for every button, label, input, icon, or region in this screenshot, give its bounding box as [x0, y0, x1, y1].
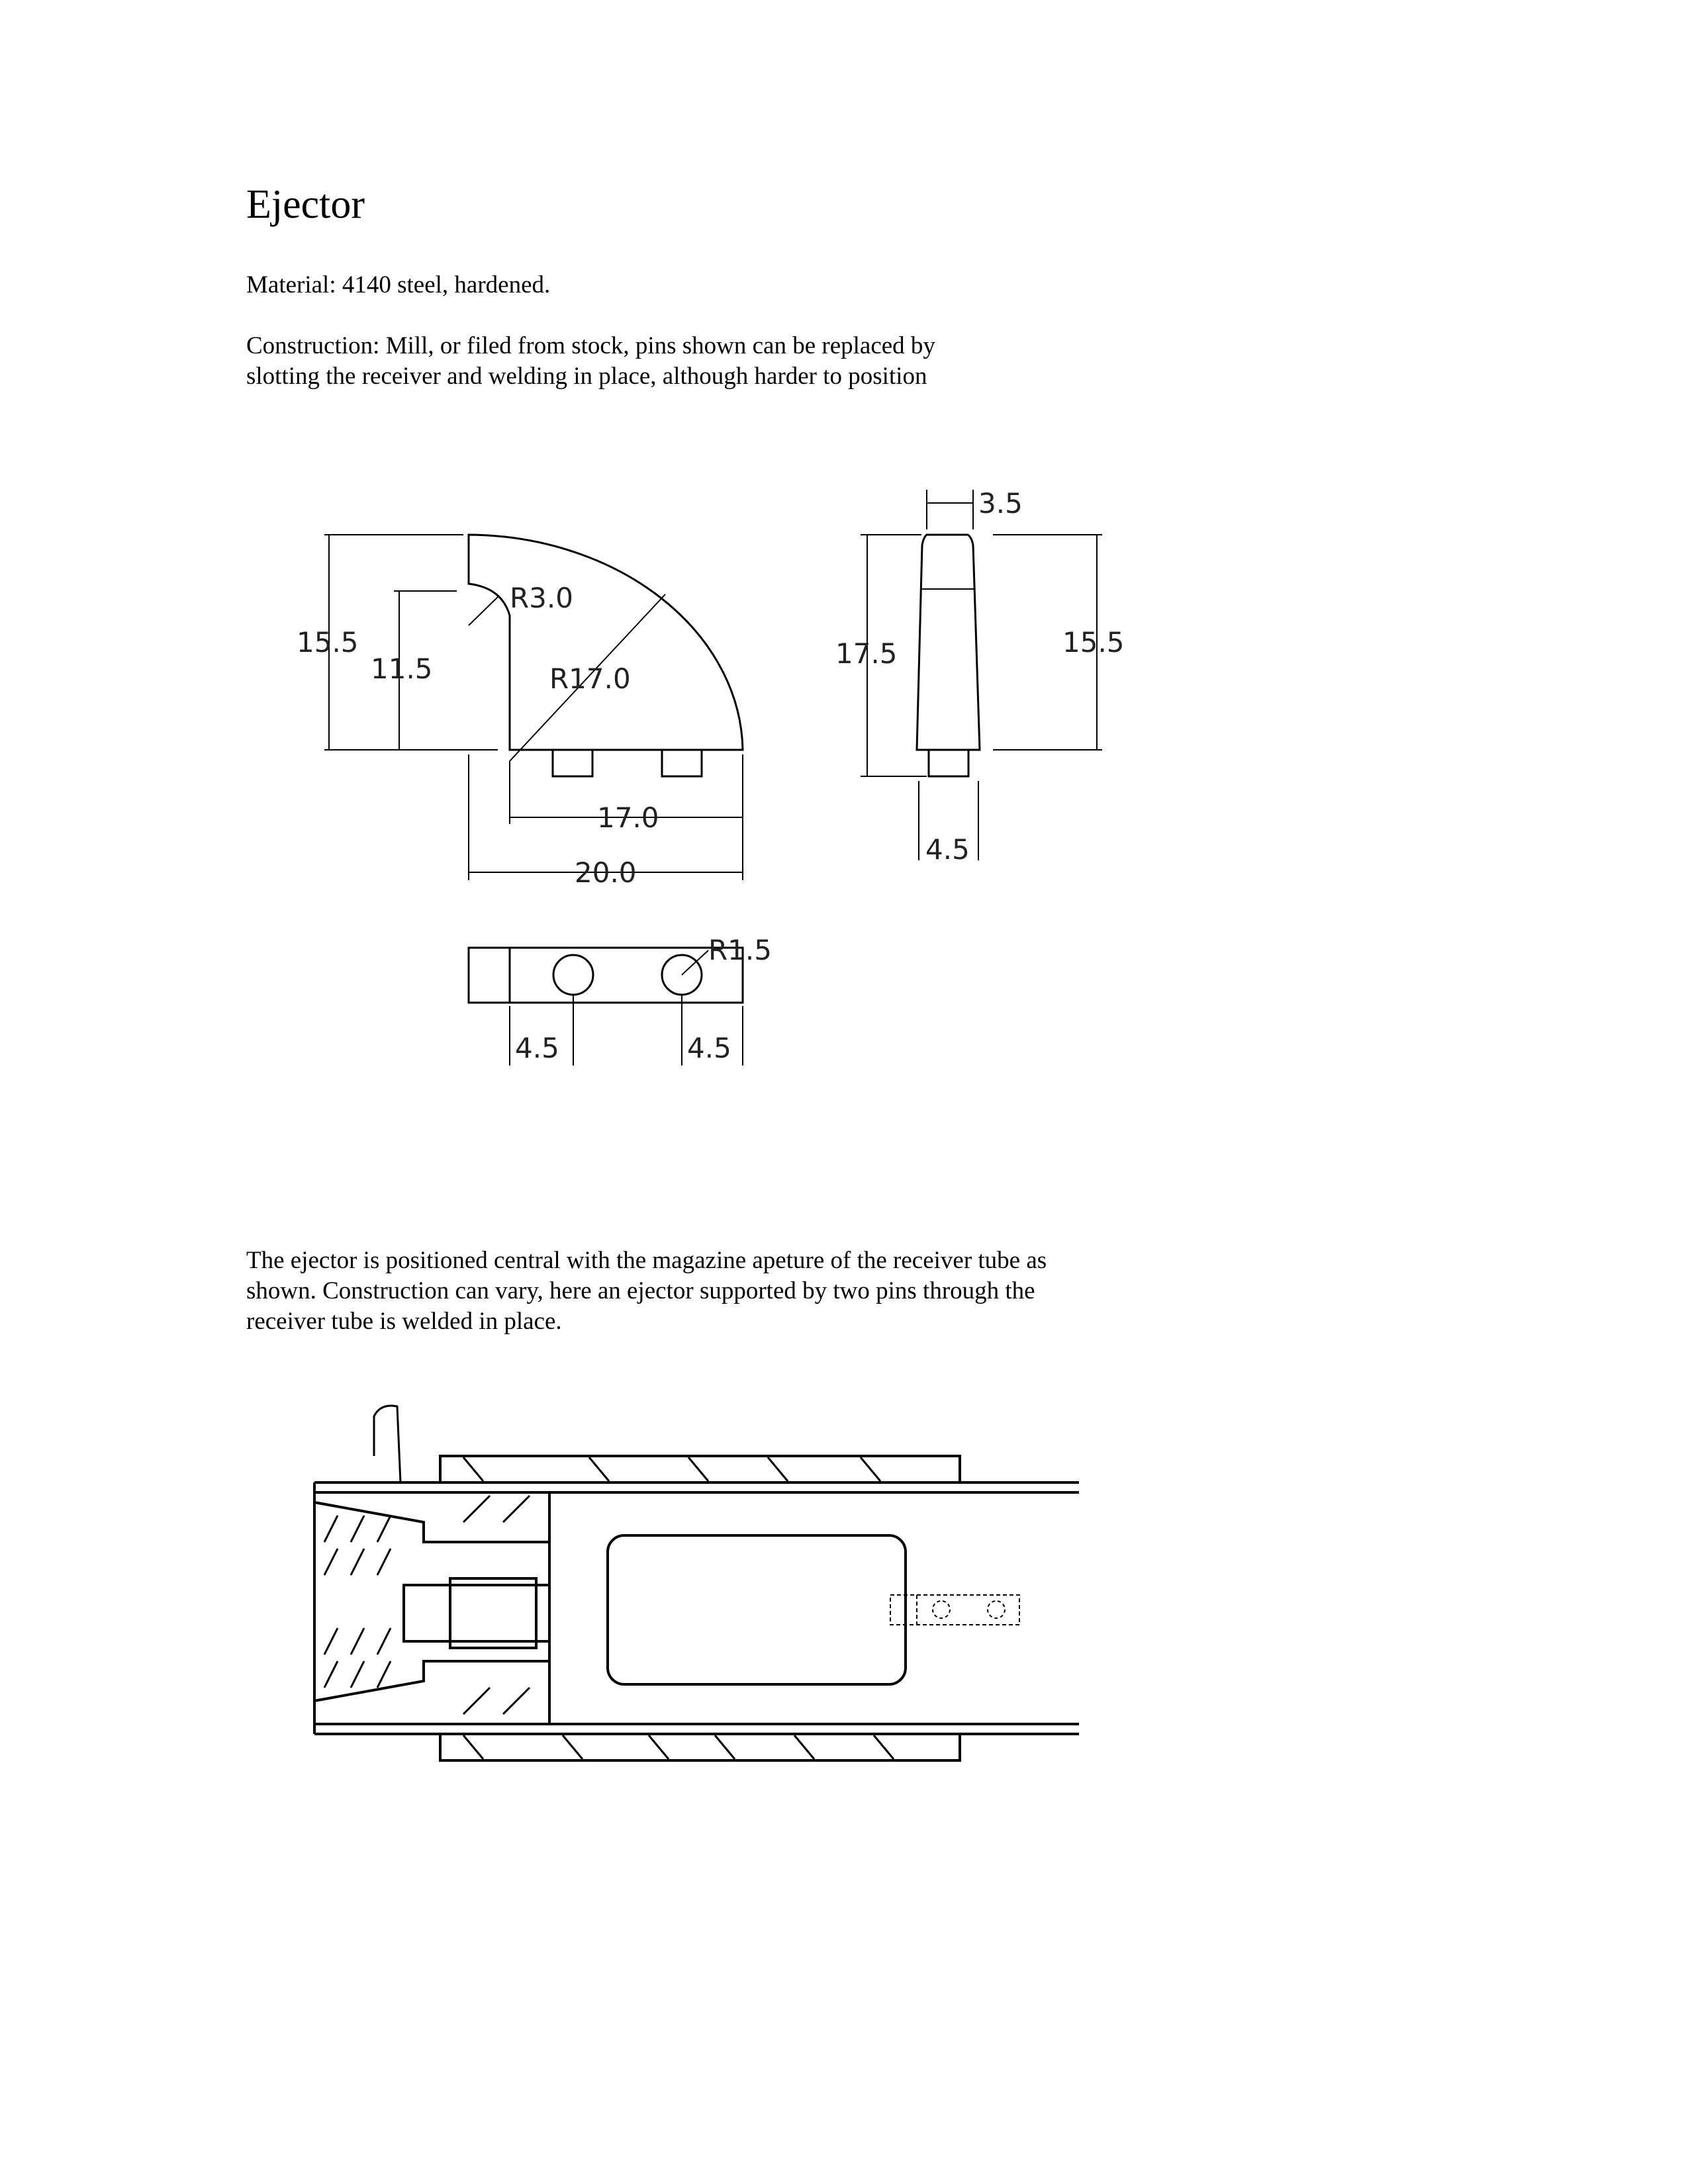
material-paragraph: Material: 4140 steel, hardened.: [246, 271, 551, 298]
end-pin: [929, 750, 968, 776]
dim-end-pin-width: 4.5: [925, 833, 970, 866]
dim-end-height: 17.5: [835, 637, 898, 670]
dim-pin-radius: R1.5: [708, 934, 772, 966]
position-paragraph: The ejector is positioned central with the magazine apeture of the receiver tube as shown. Construction can vary, here an ejector supported by two pins through the receiver tube is welded in place.: [246, 1247, 1047, 1335]
dim-pin-offset-right: 4.5: [687, 1032, 731, 1064]
dim-arc-radius: R17.0: [549, 662, 631, 695]
receiver-assembly-drawing: [314, 1406, 1079, 1760]
end-view-dimension-lines: [861, 490, 1102, 860]
dim-pin-offset-left: 4.5: [515, 1032, 559, 1064]
side-view: [469, 535, 743, 776]
top-pin-hole-left: [553, 955, 593, 995]
end-view-outline: [917, 535, 980, 750]
side-pin-left: [553, 750, 592, 776]
dim-pin-span: 17.0: [597, 801, 659, 834]
side-pin-right: [662, 750, 702, 776]
dimension-labels: [297, 487, 1125, 1064]
dim-side-height-outer: 15.5: [297, 626, 359, 659]
dim-end-height-right: 15.5: [1062, 626, 1125, 659]
dim-end-thickness: 3.5: [978, 487, 1023, 520]
dim-fillet-radius: R3.0: [510, 582, 573, 614]
side-view-outline: [469, 535, 743, 750]
dim-overall-length: 20.0: [575, 856, 637, 889]
construction-paragraph: Construction: Mill, or filed from stock, pins shown can be replaced by slotting the receiver and welding in place, although harder to position: [246, 332, 935, 390]
end-view: [917, 535, 980, 776]
page-title: Ejector: [246, 182, 365, 227]
fillet-leader: [469, 597, 498, 625]
dim-side-height-inner: 11.5: [371, 653, 433, 685]
